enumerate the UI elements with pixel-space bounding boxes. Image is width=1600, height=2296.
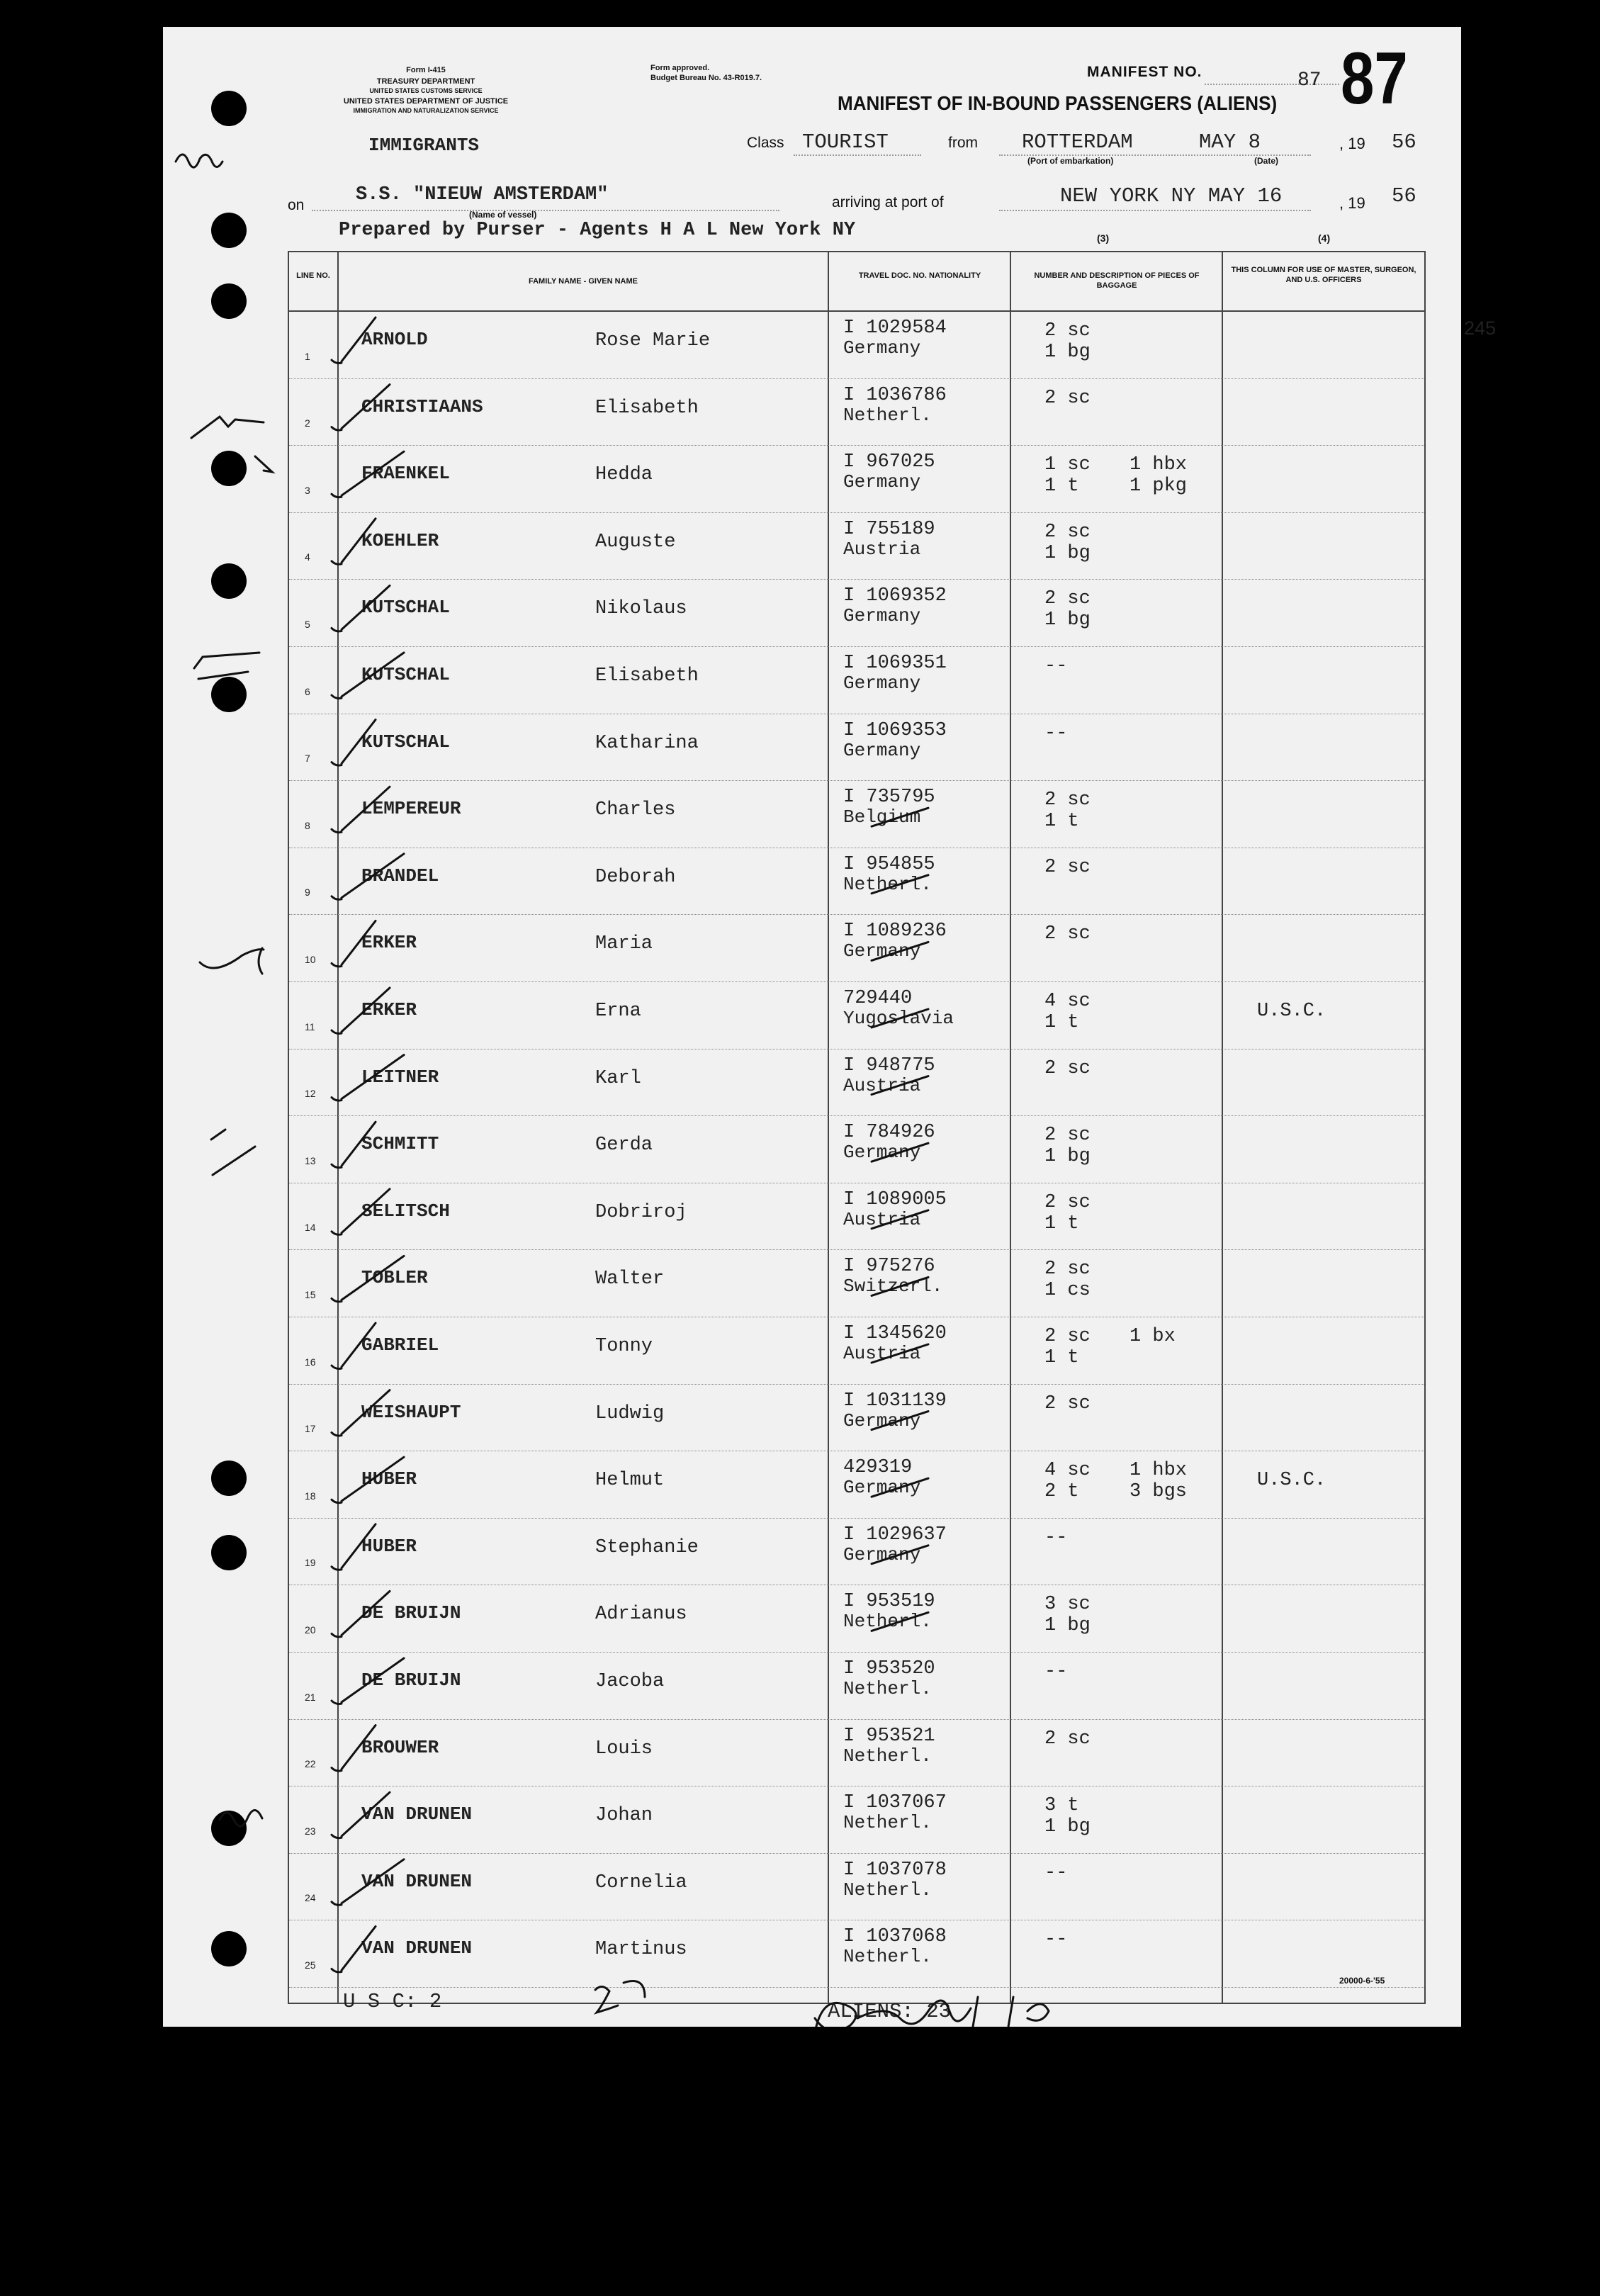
family-name: BRANDEL	[361, 865, 439, 887]
baggage-1: --	[1044, 655, 1068, 677]
travel-doc-number: 729440	[843, 988, 913, 1009]
given-name: Deborah	[595, 866, 676, 888]
travel-doc-number: I 1069351	[843, 653, 947, 674]
row-rule	[289, 1987, 1424, 1988]
baggage-1: 2 sc	[1044, 588, 1091, 610]
port-embarkation: ROTTERDAM	[1022, 130, 1133, 154]
table-row	[289, 1786, 1424, 1854]
baggage-2: 2 t	[1044, 1481, 1079, 1503]
baggage-1: --	[1044, 1862, 1068, 1884]
officer-note: U.S.C.	[1257, 1001, 1326, 1022]
line-number: 8	[305, 819, 310, 831]
nationality: Austria	[843, 1343, 921, 1364]
budget-bureau: Budget Bureau No. 43-R019.7.	[650, 74, 762, 82]
line-number: 20	[305, 1623, 316, 1636]
usc-total: U S C: 2	[343, 1990, 442, 2013]
nationality: Germany	[843, 1543, 921, 1565]
nationality: Yugoslavia	[843, 1008, 954, 1029]
family-name: CHRISTIAANS	[361, 395, 483, 417]
baggage-2: 1 t	[1044, 811, 1079, 833]
nationality: Netherl.	[843, 1946, 932, 1968]
baggage-1: 2 sc	[1044, 521, 1091, 543]
aliens-total: ALIENS: 23	[828, 2000, 952, 2023]
family-name: BROUWER	[361, 1736, 439, 1758]
nationality: Austria	[843, 1074, 921, 1096]
punch-hole	[211, 1931, 247, 1966]
travel-doc-number: I 1089236	[843, 921, 947, 942]
family-name: WEISHAUPT	[361, 1401, 461, 1423]
baggage-2: 1 bg	[1044, 1615, 1091, 1637]
class-value: TOURIST	[802, 130, 889, 154]
line-number: 9	[305, 887, 310, 899]
table-row	[289, 1317, 1424, 1385]
class-label: Class	[747, 135, 784, 151]
departure-year: 56	[1392, 130, 1416, 154]
baggage-2: 1 bg	[1044, 342, 1091, 363]
travel-doc-number: I 953519	[843, 1591, 935, 1613]
family-name: VAN DRUNEN	[361, 1870, 473, 1892]
departure-date: MAY 8	[1199, 130, 1261, 154]
punch-hole	[211, 213, 247, 248]
baggage-1: 2 sc	[1044, 1125, 1091, 1147]
travel-doc-number: I 1031139	[843, 1390, 947, 1412]
given-name: Stephanie	[595, 1536, 699, 1558]
line-number: 23	[305, 1825, 316, 1837]
table-row	[289, 1720, 1424, 1787]
date-caption: (Date)	[1254, 156, 1279, 166]
baggage-1: 2 sc	[1044, 1728, 1091, 1750]
family-name: FRAENKEL	[361, 463, 450, 485]
dept-customs: UNITED STATES CUSTOMS SERVICE	[369, 87, 483, 94]
line-number: 2	[305, 417, 310, 429]
baggage-2: 1 bg	[1044, 1146, 1091, 1168]
travel-doc-number: I 1029584	[843, 317, 947, 339]
travel-doc-number: I 1037068	[843, 1926, 947, 1948]
line-number: 13	[305, 1154, 316, 1166]
given-name: Dobriroj	[595, 1201, 687, 1223]
baggage-1: 3 t	[1044, 1795, 1079, 1817]
nationality: Germany	[843, 605, 921, 627]
baggage-1: 2 sc	[1044, 1057, 1091, 1079]
line-number: 7	[305, 753, 310, 765]
arrival-port-date: NEW YORK NY MAY 16	[1060, 184, 1283, 208]
table-row	[289, 647, 1424, 714]
nationality: Germany	[843, 1142, 921, 1164]
dept-treasury: TREASURY DEPARTMENT	[376, 77, 475, 86]
form-approved: Form approved.	[650, 64, 710, 72]
vessel-name: S.S. "NIEUW AMSTERDAM"	[356, 184, 609, 206]
family-name: GABRIEL	[361, 1334, 439, 1356]
family-name: SELITSCH	[361, 1200, 450, 1222]
table-row	[289, 982, 1424, 1049]
travel-doc-number: I 953520	[843, 1658, 935, 1679]
table-row	[289, 379, 1424, 446]
table-row	[289, 781, 1424, 848]
given-name: Maria	[595, 933, 653, 955]
manifest-table	[288, 251, 1497, 2004]
family-name: DE BRUIJN	[361, 1602, 461, 1624]
table-row	[289, 1385, 1424, 1452]
baggage-1: 4 sc	[1044, 1460, 1091, 1482]
dept-ins: IMMIGRATION AND NATURALIZATION SERVICE	[353, 107, 499, 114]
arriving-label: arriving at port of	[832, 194, 944, 210]
line-number: 1	[305, 350, 310, 362]
baggage-1: 2 sc	[1044, 1191, 1091, 1213]
family-name: LEMPEREUR	[361, 798, 461, 820]
nationality: Germany	[843, 1409, 921, 1431]
given-name: Charles	[595, 799, 676, 821]
travel-doc-number: I 967025	[843, 451, 935, 473]
baggage-2: 1 t	[1044, 1212, 1079, 1234]
vessel-caption: (Name of vessel)	[469, 210, 537, 220]
baggage-3: 1 bx	[1129, 1326, 1176, 1347]
line-number: 3	[305, 484, 310, 496]
given-name: Helmut	[595, 1470, 665, 1492]
table-row	[289, 1451, 1424, 1519]
baggage-1: 2 sc	[1044, 1259, 1091, 1281]
line-number: 10	[305, 953, 316, 965]
line-number: 14	[305, 1222, 316, 1234]
table-row	[289, 312, 1497, 379]
family-name: LEITNER	[361, 1066, 439, 1088]
signature-mark	[176, 154, 222, 167]
baggage-1: --	[1044, 722, 1068, 744]
family-name: HUBER	[361, 1468, 417, 1490]
family-name: VAN DRUNEN	[361, 1803, 473, 1825]
nationality: Germany	[843, 1477, 921, 1499]
travel-doc-number: I 1089005	[843, 1188, 947, 1210]
baggage-4: 3 bgs	[1129, 1481, 1188, 1503]
baggage-1: 2 sc	[1044, 923, 1091, 945]
officer-note: 245	[1464, 317, 1497, 339]
given-name: Walter	[595, 1268, 665, 1290]
family-name: TOBLER	[361, 1267, 428, 1289]
col-header-officers: THIS COLUMN FOR USE OF MASTER, SURGEON, AND U.S. OFFICERS	[1231, 266, 1416, 284]
dept-justice: UNITED STATES DEPARTMENT OF JUSTICE	[343, 97, 509, 106]
line-number: 16	[305, 1356, 316, 1368]
line-number: 21	[305, 1691, 316, 1703]
officer-note: U.S.C.	[1257, 1470, 1326, 1492]
family-name: HUBER	[361, 1535, 417, 1557]
nationality: Netherl.	[843, 1611, 932, 1633]
punch-hole	[211, 563, 247, 599]
table-row	[289, 1920, 1424, 1988]
given-name: Johan	[595, 1805, 653, 1827]
on-label: on	[288, 197, 305, 213]
manifest-number-stamp: 87	[1341, 38, 1408, 120]
travel-doc-number: I 975276	[843, 1256, 935, 1278]
given-name: Elisabeth	[595, 665, 699, 687]
table-row	[289, 1653, 1424, 1720]
col-header-doc: TRAVEL DOC. NO. NATIONALITY	[858, 271, 981, 280]
nationality: Germany	[843, 337, 921, 359]
baggage-1: --	[1044, 1929, 1068, 1951]
baggage-1: 2 sc	[1044, 320, 1091, 342]
table-row	[289, 580, 1424, 647]
table-row	[289, 1183, 1424, 1251]
family-name: SCHMITT	[361, 1133, 439, 1155]
baggage-1: 2 sc	[1044, 1326, 1091, 1347]
table-row	[289, 1250, 1424, 1317]
line-number: 24	[305, 1892, 316, 1904]
nationality: Germany	[843, 673, 921, 694]
arrival-year-prefix: , 19	[1339, 194, 1365, 212]
travel-doc-number: I 948775	[843, 1054, 935, 1076]
prepared-by: Prepared by Purser - Agents H A L New York NY	[339, 220, 856, 241]
punch-hole	[211, 677, 247, 712]
nationality: Germany	[843, 739, 921, 761]
family-name: KUTSCHAL	[361, 597, 450, 619]
punch-hole	[211, 451, 247, 486]
family-name: KUTSCHAL	[361, 664, 450, 685]
baggage-2: 1 t	[1044, 475, 1079, 497]
family-name: KUTSCHAL	[361, 731, 450, 753]
baggage-2: 1 bg	[1044, 1816, 1091, 1838]
line-number: 17	[305, 1423, 316, 1435]
manifest-page	[163, 27, 1497, 2027]
table-row	[289, 714, 1424, 782]
table-row	[289, 1049, 1424, 1117]
line-number: 11	[305, 1020, 315, 1032]
nationality: Germany	[843, 940, 921, 962]
travel-doc-number: I 1029637	[843, 1524, 947, 1546]
manifest-label: MANIFEST NO.	[1087, 64, 1202, 80]
table-row	[289, 1585, 1424, 1653]
baggage-1: 4 sc	[1044, 991, 1091, 1012]
form-code: 20000-6-'55	[1339, 1976, 1385, 1986]
given-name: Elisabeth	[595, 397, 699, 419]
margin-mark	[200, 948, 264, 974]
travel-doc-number: I 953521	[843, 1725, 935, 1747]
nationality: Belgium	[843, 806, 921, 828]
given-name: Ludwig	[595, 1402, 665, 1424]
punch-hole	[211, 1811, 247, 1846]
vessel-line	[312, 210, 779, 211]
line-number: 4	[305, 551, 310, 563]
given-name: Erna	[595, 1001, 641, 1022]
col-number-4: (4)	[1318, 232, 1331, 244]
baggage-1: 2 sc	[1044, 856, 1091, 878]
family-name: VAN DRUNEN	[361, 1937, 473, 1959]
baggage-1: 2 sc	[1044, 789, 1091, 811]
table-row	[289, 446, 1424, 513]
baggage-1: 3 sc	[1044, 1594, 1091, 1616]
given-name: Jacoba	[595, 1671, 665, 1692]
nationality: Austria	[843, 1208, 921, 1230]
given-name: Adrianus	[595, 1604, 687, 1626]
family-name: DE BRUIJN	[361, 1670, 461, 1691]
table-row	[289, 1854, 1424, 1921]
from-label: from	[948, 135, 978, 151]
travel-doc-number: I 755189	[843, 518, 935, 540]
col-header-name: FAMILY NAME - GIVEN NAME	[528, 277, 638, 286]
travel-doc-number: I 1069353	[843, 719, 947, 741]
baggage-1: 2 sc	[1044, 1392, 1091, 1414]
manifest-number-typed: 87	[1297, 69, 1322, 91]
margin-mark	[194, 653, 259, 679]
category-typed: IMMIGRANTS	[368, 135, 480, 156]
line-number: 18	[305, 1490, 316, 1502]
travel-doc-number: I 1036786	[843, 384, 947, 406]
baggage-2: 1 bg	[1044, 609, 1091, 631]
given-name: Katharina	[595, 732, 699, 754]
travel-doc-number: I 784926	[843, 1122, 935, 1144]
col-header-line: LINE NO.	[296, 271, 330, 280]
punch-hole	[211, 1535, 247, 1570]
nationality: Netherl.	[843, 873, 932, 895]
baggage-3: 1 hbx	[1129, 1460, 1188, 1482]
baggage-1: --	[1044, 1526, 1068, 1548]
family-name: ERKER	[361, 932, 417, 954]
arrival-year: 56	[1392, 184, 1416, 208]
nationality: Netherl.	[843, 1745, 932, 1767]
family-name: KOEHLER	[361, 529, 439, 551]
travel-doc-number: I 1037078	[843, 1859, 947, 1881]
travel-doc-number: I 1345620	[843, 1323, 947, 1344]
given-name: Cornelia	[595, 1872, 687, 1893]
punch-hole	[211, 283, 247, 319]
table-row	[289, 848, 1424, 916]
col-number-3: (3)	[1097, 232, 1110, 244]
line-number: 12	[305, 1088, 316, 1100]
line-number: 19	[305, 1557, 316, 1569]
baggage-1: --	[1044, 1661, 1068, 1682]
nationality: Germany	[843, 471, 921, 493]
given-name: Louis	[595, 1738, 653, 1760]
baggage-1: 1 sc	[1044, 454, 1091, 476]
line-number: 6	[305, 685, 310, 697]
table-row	[289, 1116, 1424, 1183]
table-row	[289, 1519, 1424, 1586]
nationality: Switzerl.	[843, 1276, 943, 1298]
class-line	[794, 154, 921, 156]
nationality: Netherl.	[843, 1879, 932, 1901]
given-name: Tonny	[595, 1336, 653, 1357]
baggage-2: 1 t	[1044, 1012, 1079, 1033]
nationality: Netherl.	[843, 1812, 932, 1834]
baggage-1: 2 sc	[1044, 387, 1091, 409]
given-name: Auguste	[595, 531, 676, 553]
baggage-2: 1 bg	[1044, 542, 1091, 564]
nationality: Netherl.	[843, 404, 932, 426]
baggage-2: 1 cs	[1044, 1280, 1091, 1302]
baggage-2: 1 t	[1044, 1347, 1079, 1368]
given-name: Karl	[595, 1067, 641, 1089]
departure-year-prefix: , 19	[1339, 135, 1365, 152]
line-number: 15	[305, 1288, 316, 1300]
form-number: Form I-415	[406, 66, 446, 74]
manifest-title: MANIFEST OF IN-BOUND PASSENGERS (ALIENS)	[838, 92, 1278, 114]
line-number: 5	[305, 618, 310, 630]
travel-doc-number: I 1037067	[843, 1792, 947, 1814]
table-row	[289, 513, 1424, 580]
given-name: Rose Marie	[595, 330, 711, 351]
family-name: ERKER	[361, 999, 417, 1020]
col-header-baggage: NUMBER AND DESCRIPTION OF PIECES OF BAGGAGE	[1034, 271, 1200, 290]
given-name: Martinus	[595, 1939, 687, 1961]
punch-hole	[211, 1461, 247, 1496]
line-number: 22	[305, 1758, 316, 1770]
nationality: Netherl.	[843, 1678, 932, 1699]
travel-doc-number: I 1069352	[843, 585, 947, 607]
travel-doc-number: I 954855	[843, 853, 935, 875]
baggage-4: 1 pkg	[1129, 475, 1188, 497]
family-name: ARNOLD	[361, 329, 428, 350]
margin-mark	[211, 1130, 255, 1175]
baggage-3: 1 hbx	[1129, 454, 1188, 476]
table-row	[289, 915, 1424, 982]
line-number: 25	[305, 1959, 316, 1971]
given-name: Gerda	[595, 1135, 653, 1157]
given-name: Nikolaus	[595, 598, 687, 620]
travel-doc-number: 429319	[843, 1457, 913, 1479]
given-name: Hedda	[595, 464, 653, 486]
punch-hole	[211, 91, 247, 126]
port-caption: (Port of embarkation)	[1027, 156, 1114, 166]
nationality: Austria	[843, 538, 921, 560]
arrival-line	[999, 210, 1311, 211]
travel-doc-number: I 735795	[843, 787, 935, 809]
